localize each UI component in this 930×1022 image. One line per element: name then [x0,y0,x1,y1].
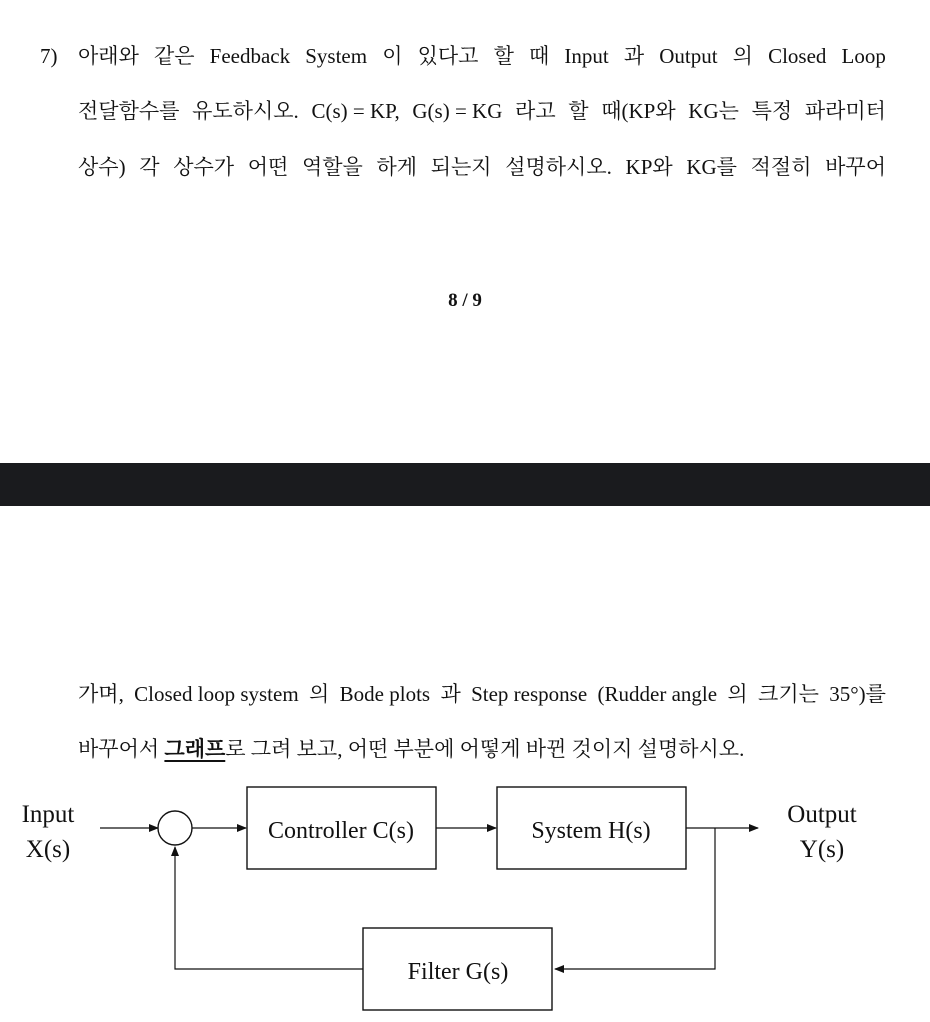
continuation-line-4: 가며, Closed loop system 의 Bode plots 과 Step response (Rudder angle 의 크기는 35°)를 [78,682,886,706]
block-diagram [0,775,930,1022]
system-label: System H(s) [531,818,651,844]
question-line-3: 상수) 각 상수가 어떤 역할을 하게 되는지 설명하시오. KP와 KG를 적절히 바꾸어 [78,155,886,179]
page-indicator: 8 / 9 [448,290,482,311]
input-signal-label: X(s) [25,836,71,863]
question-number: 7) [40,44,58,68]
question-line-1: 아래와 같은 Feedback System 이 있다고 할 때 Input 과 Output 의 Closed Loop [78,44,886,68]
continuation-line-5: 바꾸어서 그래프로 그려 보고, 어떤 부분에 어떻게 바뀐 것이지 설명하시오. [78,737,745,761]
page-divider [0,463,930,506]
question-line-2: 전달함수를 유도하시오. C(s) = KP, G(s) = KG 라고 할 때(KP와 KG는 특정 파라미터 [78,99,886,123]
output-signal-label: Y(s) [799,836,845,863]
input-label: Input [21,801,75,828]
filter-label: Filter G(s) [407,959,509,985]
summing-junction [158,811,192,845]
underlined-graph-word: 그래프 [164,737,226,761]
controller-label: Controller C(s) [268,818,414,844]
output-label: Output [787,801,857,828]
